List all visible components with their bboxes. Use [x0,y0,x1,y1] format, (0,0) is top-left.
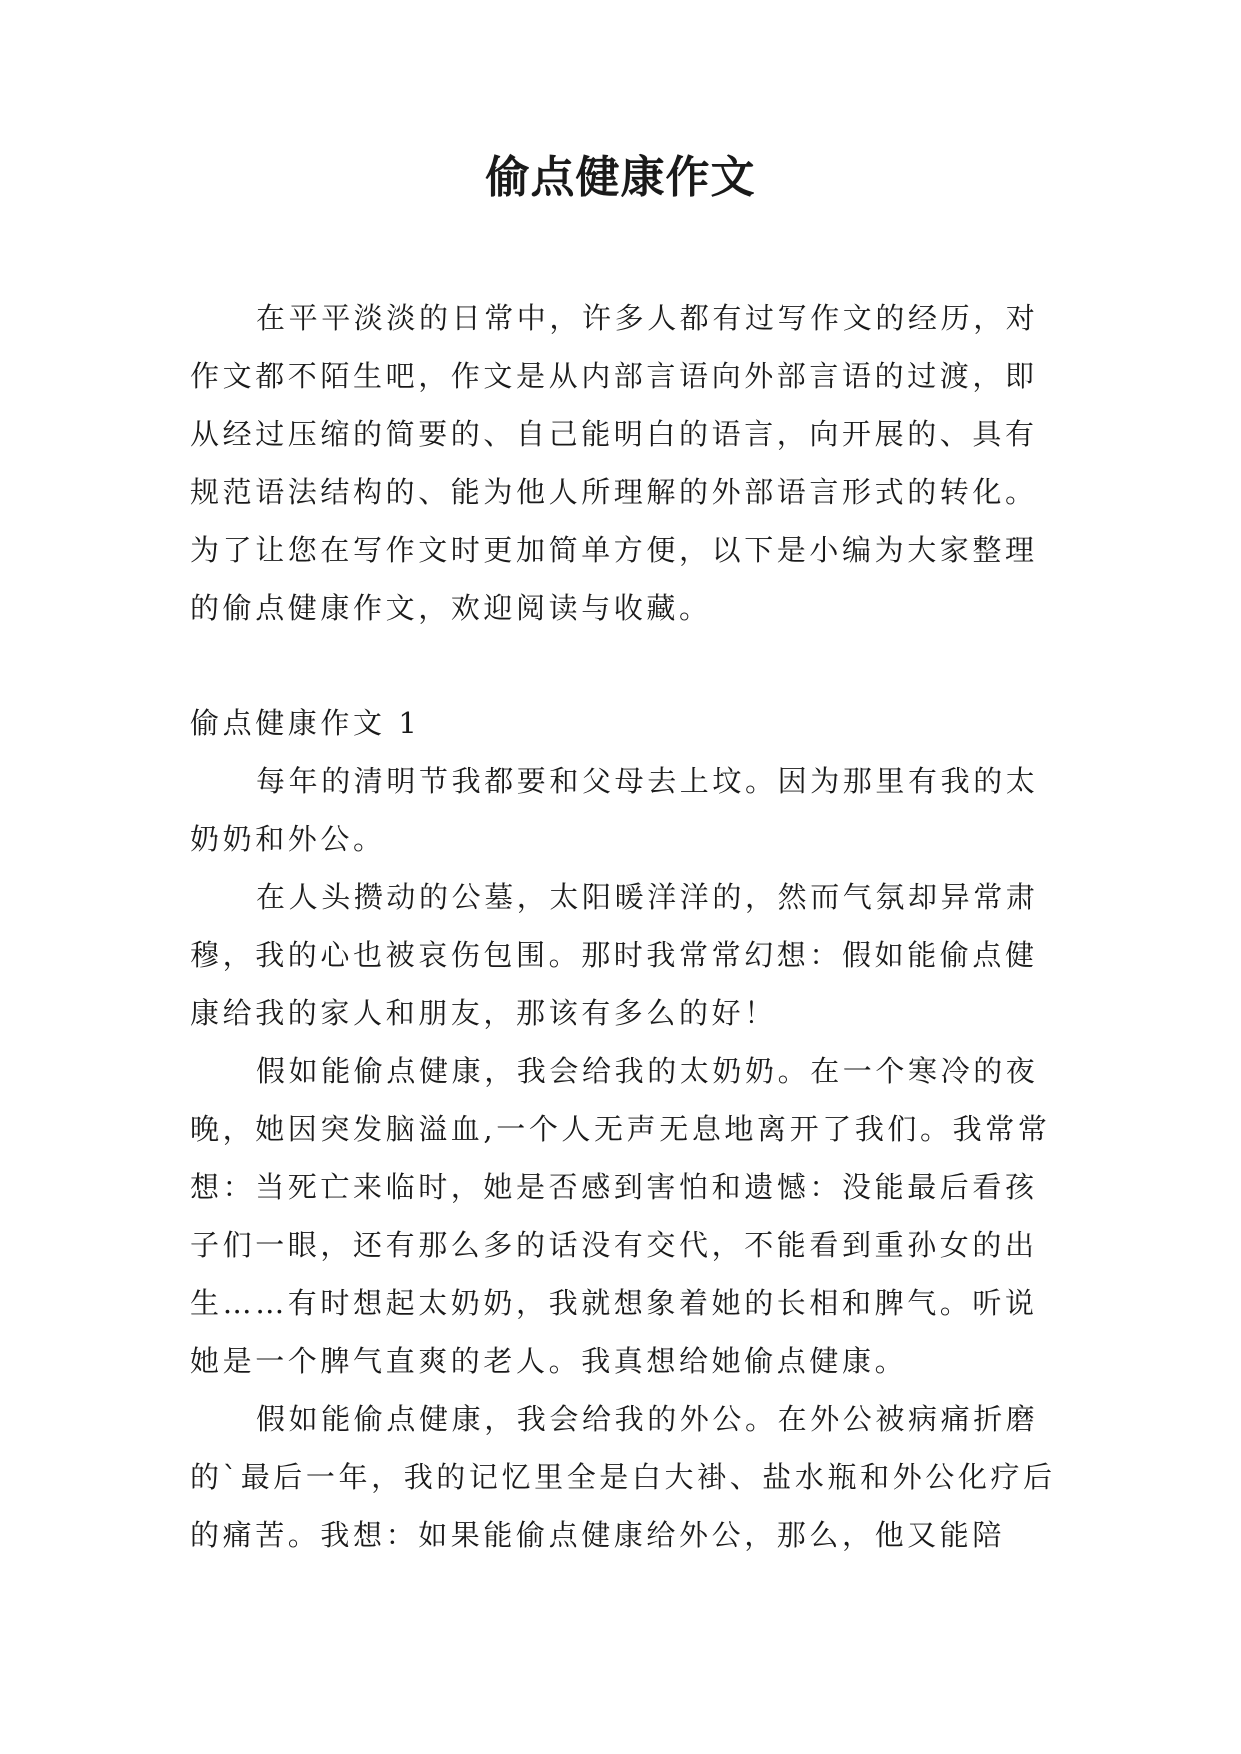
document-title: 偷点健康作文 [485,152,756,203]
section-heading: 偷点健康作文 1 [190,706,421,740]
essay-paragraph-1: 每年的清明节我都要和父母去上坟。因为那里有我的太奶奶和外公。 [190,764,1039,856]
essay-body [190,752,1060,1564]
essay-paragraph-2: 在人头攒动的公墓，太阳暖洋洋的，然而气氛却异常肃穆，我的心也被哀伤包围。那时我常常幻想：假如能偷点健康给我的家人和朋友，那该有多么的好！ [190,880,1039,1030]
intro-paragraph: 在平平淡淡的日常中，许多人都有过写作文的经历，对作文都不陌生吧，作文是从内部言语向外部言语的过渡，即从经过压缩的简要的、自己能明白的语言，向开展的、具有规范语法结构的、能为他人所理解的外部语言形式的转化。为了让您在写作文时更加简单方便，以下是小编为大家整理的偷点健康作文，欢迎阅读与收藏。 [190,301,1039,625]
essay-paragraph-4: 假如能偷点健康，我会给我的外公。在外公被病痛折磨的`最后一年，我的记忆里全是白大褂、盐水瓶和外公化疗后的痛苦。我想：如果能偷点健康给外公，那么，他又能陪 [190,1402,1056,1552]
essay-paragraph-3: 假如能偷点健康，我会给我的太奶奶。在一个寒冷的夜晚，她因突发脑溢血,一个人无声无息地离开了我们。我常常想：当死亡来临时，她是否感到害怕和遗憾：没能最后看孩子们一眼，还有那么多的话没有交代，不能看到重孙女的出生……有时想起太奶奶，我就想象着她的长相和脾气。听说她是一个脾气直爽的老人。我真想给她偷点健康。 [190,1054,1051,1378]
